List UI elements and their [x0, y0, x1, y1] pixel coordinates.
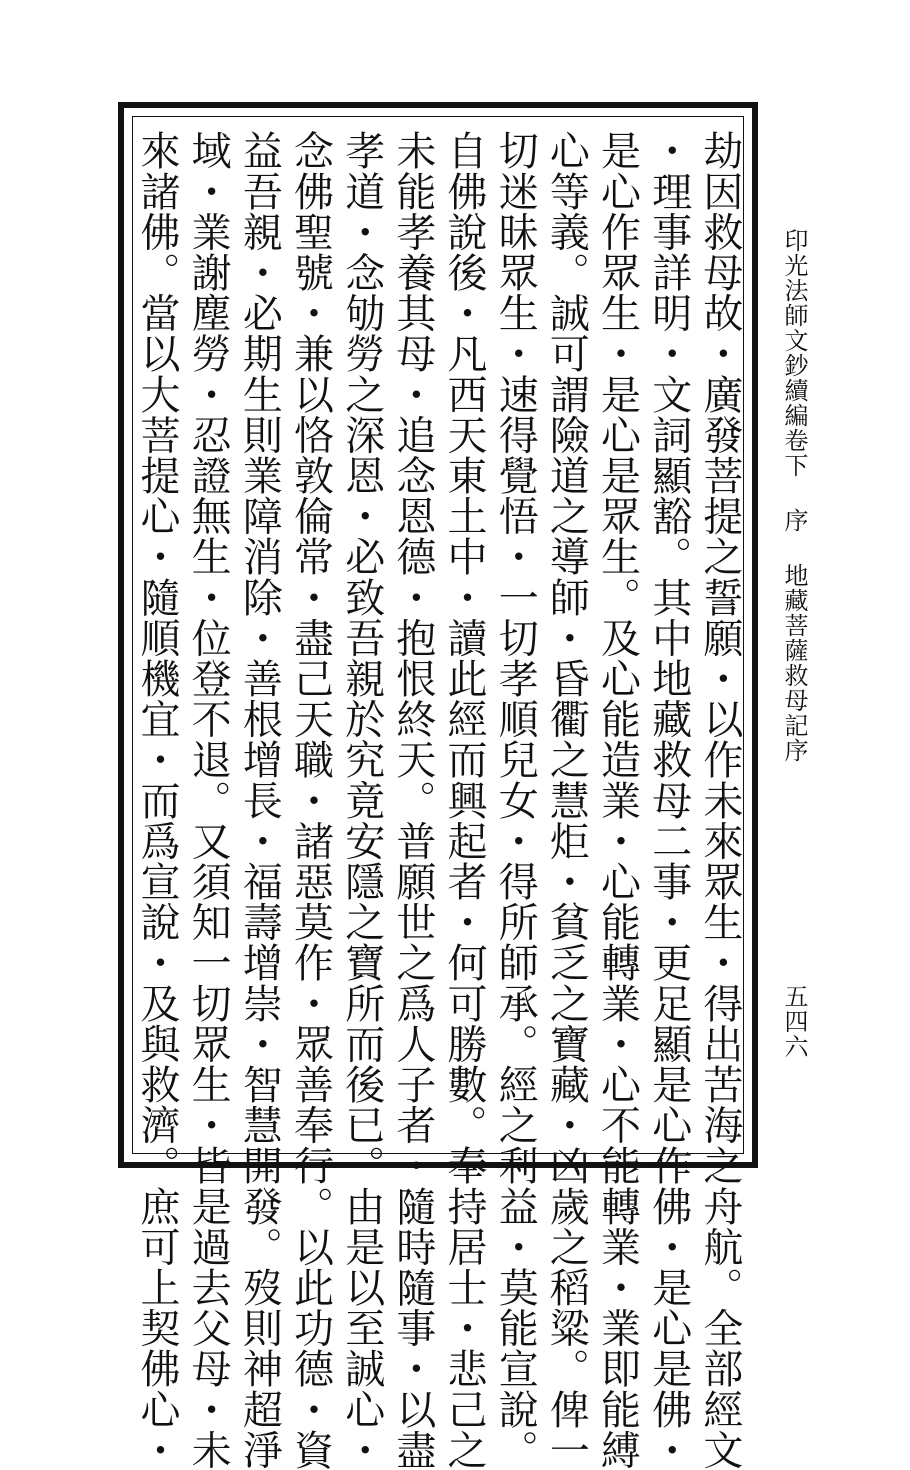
text-column: 孝道・念劬勞之深恩・必致吾親於究竟安隱之寶所而後已。由是以至誠心・: [338, 130, 385, 1470]
chapter-title: 地藏菩薩救母記序: [780, 563, 808, 763]
body-text: [132, 130, 744, 1470]
text-column: ・理事詳明・文詞顯豁。其中地藏救母二事・更足顯是心作佛・是心是佛・: [645, 130, 692, 1470]
text-column: 心等義。誠可謂險道之導師・昏衢之慧炬・貧乏之寶藏・凶歲之稻粱。俾一: [543, 130, 590, 1470]
text-column: 念佛聖號・兼以恪敦倫常・盡己天職・諸惡莫作・眾善奉行。以此功德・資: [287, 130, 334, 1470]
text-column: 自佛說後・凡西天東土中・讀此經而興起者・何可勝數。奉持居士・悲己之: [441, 130, 488, 1470]
page-number: 五四六: [780, 984, 808, 1059]
text-column: 是心作眾生・是心是眾生。及心能造業・心能轉業・心不能轉業・業即能縛: [594, 130, 641, 1470]
text-column: 益吾親・必期生則業障消除・善根增長・福壽增崇・智慧開發。歿則神超淨: [236, 130, 283, 1470]
section-label: 序: [780, 508, 808, 533]
book-title: 印光法師文鈔續編卷下: [780, 228, 808, 478]
text-column: 劫因救母故・廣發菩提之誓願・以作未來眾生・得出苦海之舟航。全部經文: [696, 130, 743, 1470]
text-column: 域・業謝塵勞・忍證無生・位登不退。又須知一切眾生・皆是過去父母・未: [185, 130, 232, 1470]
text-column: 切迷昧眾生・速得覺悟・一切孝順兒女・得所師承。經之利益・莫能宣說。: [492, 130, 539, 1470]
text-column: 來諸佛。當以大菩提心・隨順機宜・而爲宣說・及與救濟。庶可上契佛心・: [134, 130, 180, 1470]
text-column: 未能孝養其母・追念恩德・抱恨終天。普願世之爲人子者・隨時隨事・以盡: [389, 130, 436, 1470]
running-head: [780, 228, 808, 763]
